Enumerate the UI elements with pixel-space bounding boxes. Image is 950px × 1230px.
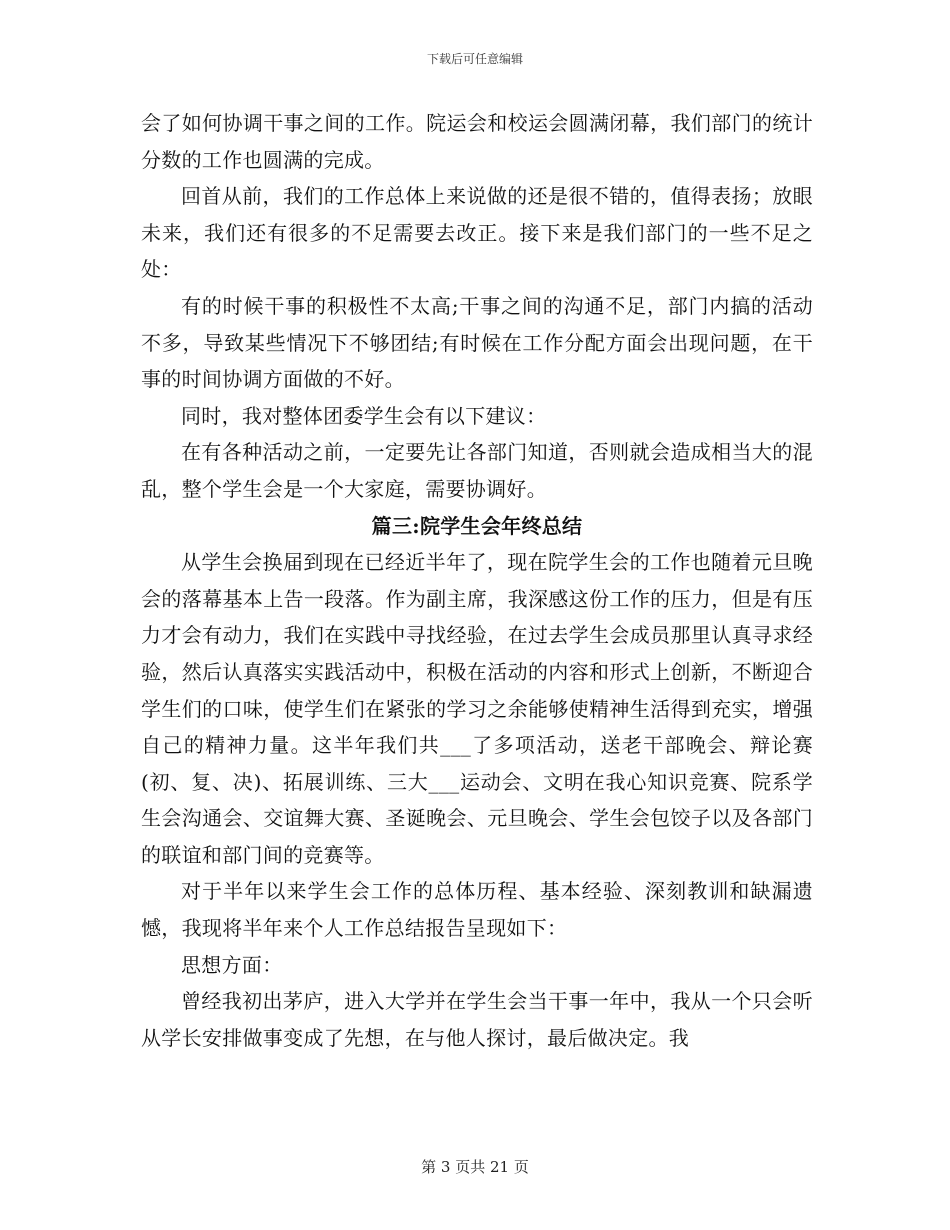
document-body bbox=[141, 105, 813, 1056]
paragraph: 回首从前，我们的工作总体上来说做的还是很不错的，值得表扬；放眼未来，我们还有很多的不足需要去改正。接下来是我们部门的一些不足之处： bbox=[141, 184, 813, 282]
paragraph: 在有各种活动之前，一定要先让各部门知道，否则就会造成相当大的混乱，整个学生会是一个大家庭，需要协调好。 bbox=[141, 440, 813, 501]
section-before-heading bbox=[141, 105, 813, 508]
paragraph: 有的时候干事的积极性不太高;干事之间的沟通不足，部门内搞的活动不多，导致某些情况下不够团结;有时候在工作分配方面会出现问题，在干事的时间协调方面做的不好。 bbox=[141, 293, 813, 392]
paragraph: 从学生会换届到现在已经近半年了，现在院学生会的工作也随着元旦晚会的落幕基本上告一段落。作为副主席，我深感这份工作的压力，但是有压力才会有动力，我们在实践中寻找经验，在过去学生会成员那里认真寻求经验，然后认真落实实践活动中，积极在活动的内容和形式上创新，不断迎合学生们的口味，使学生们在紧张的学习之余能够使精神生活得到充实，增强自己的精神力量。这半年我们共___了多项活动，送老干部晚会、辩论赛(初、复、决)、拓展训练、三大___运动会、文明在我心知识竞赛、院系学生会沟通会、交谊舞大赛、圣诞晚会、元旦晚会、学生会包饺子以及各部门的联谊和部门间的竞赛等。 bbox=[141, 550, 813, 867]
section-after-heading bbox=[141, 544, 813, 1056]
page-footer: 第 3 页共 21 页 bbox=[421, 1158, 529, 1176]
section-heading: 篇三:院学生会年终总结 bbox=[371, 513, 583, 538]
page-header: 下载后可任意编辑 bbox=[426, 52, 523, 66]
paragraph: 会了如何协调干事之间的工作。院运会和校运会圆满闭幕，我们部门的统计分数的工作也圆满的完成。 bbox=[141, 111, 813, 172]
paragraph: 曾经我初出茅庐，进入大学并在学生会当干事一年中，我从一个只会听从学长安排做事变成了先想，在与他人探讨，最后做决定。我 bbox=[141, 989, 813, 1050]
paragraph: 对于半年以来学生会工作的总体历程、基本经验、深刻教训和缺漏遗憾，我现将半年来个人工作总结报告呈现如下： bbox=[141, 879, 813, 941]
paragraph: 同时，我对整体团委学生会有以下建议： bbox=[181, 403, 547, 428]
paragraph: 思想方面： bbox=[181, 952, 283, 977]
